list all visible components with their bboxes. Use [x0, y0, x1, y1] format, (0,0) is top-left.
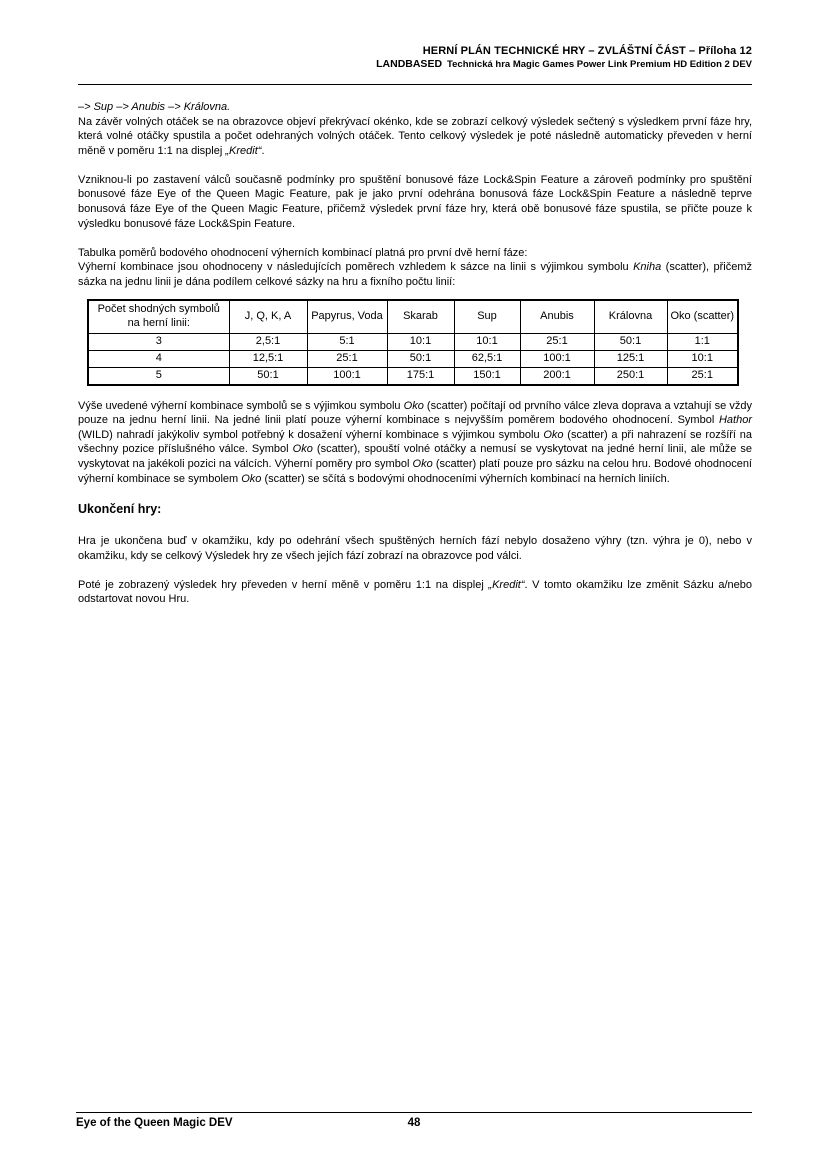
payout-table: [87, 299, 739, 386]
table-cell: 10:1: [454, 333, 520, 350]
table-cell: 4: [88, 350, 229, 367]
document-footer: [76, 1112, 752, 1130]
table-header-cell: Královna: [594, 300, 667, 334]
paragraph-bonus-order: Vzniknou-li po zastavení válců současně podmínky pro spuštění bonusové fáze Lock&Spin Feature a zároveň podmínky pro spuštění bonusové fáze Eye of the Queen Magic Feature, pak je jako první odehrána bonusová fáze Lock&Spin Feature a následně teprve bonusová fáze Eye of the Queen Magic Feature, přičemž výsledek první fáze hry, která obě bonusové fáze spustila, se přičte pouze k výsledku bonusové fáze Lock&Spin Feature.: [78, 173, 752, 230]
table-header-cell: Skarab: [387, 300, 454, 334]
table-cell: 62,5:1: [454, 350, 520, 367]
table-header-cell: Sup: [454, 300, 520, 334]
table-header-cell: Oko (scatter): [667, 300, 738, 334]
header-subtitle-text: Technická hra Magic Games Power Link Premium HD Edition 2 DEV: [447, 59, 752, 70]
table-cell: 3: [88, 333, 229, 350]
table-row: [88, 350, 738, 367]
paragraph-winning-rules: Výše uvedené výherní kombinace symbolů se s výjimkou symbolu Oko (scatter) počítají od prvního válce zleva doprava a vztahují se vždy pouze na jednu herní linii. Na jedné linii platí pouze výherní kombinace s nejvyšším poměrem bodového ohodnocení. Symbol Hathor (WILD) nahradí jakýkoliv symbol potřebný k dosažení výherní kombinace s výjimkou symbolu Oko (scatter) a při nahrazení se rozšíří na všechny pozice příslušného válce. Symbol Oko (scatter), spouští volné otáčky a nemusí se vyskytovat na jedné herní linii, ale může se vyskytovat na jakékoli pozici na válcích. Výherní poměry pro symbol Oko (scatter) platí pouze pro sázku na celou hru. Bodové ohodnocení výherní kombinace se symbolem Oko (scatter) se sčítá s bodovými ohodnoceními výherních kombinací na herních liniích.: [78, 399, 753, 485]
header-subtitle-prefix: LANDBASED: [376, 58, 443, 70]
page-number: 48: [407, 1117, 421, 1129]
table-cell: 100:1: [520, 350, 594, 367]
table-cell: 1:1: [667, 333, 738, 350]
table-header-cell: J, Q, K, A: [229, 300, 307, 334]
paragraph-free-spins-result: Na závěr volných otáček se na obrazovce objeví překrývací okénko, kde se zobrazí celkový výsledek sečtený s výsledkem první fáze hry, která volné otáčky spustila a počet odehraných volných otáček. Tento celkový výsledek je poté následně automaticky převeden v herní měně v poměru 1:1 na displej „Kredit“.: [78, 115, 752, 157]
paragraph-game-end: Hra je ukončena buď v okamžiku, kdy po odehrání všech spuštěných herních fází nebylo dosaženo výhry (tzn. výhra je 0), nebo v okamžiku, kdy se celkový Výsledek hry ze všech jejích fází zobrazí na obrazovce pod válci.: [78, 535, 752, 562]
table-cell: 50:1: [594, 333, 667, 350]
table-header-cell: Počet shodných symbolů na herní linii:: [88, 300, 229, 334]
footer-game-title: Eye of the Queen Magic DEV: [76, 1117, 233, 1129]
table-cell: 200:1: [520, 367, 594, 385]
paragraph-table-intro: Výherní kombinace jsou ohodnoceny v následujících poměrech vzhledem k sázce na linii s výjimkou symbolu Kniha (scatter), přičemž sázka na jednu linii je dána podílem celkové sázky na hru a fixního počtu linií:: [78, 261, 752, 288]
table-cell: 25:1: [667, 367, 738, 385]
table-cell: 10:1: [387, 333, 454, 350]
table-header-cell: Papyrus, Voda: [307, 300, 387, 334]
table-cell: 50:1: [387, 350, 454, 367]
section-heading-game-end: Ukončení hry:: [78, 502, 162, 517]
table-row: [88, 367, 738, 385]
header-divider: [78, 84, 752, 85]
table-cell: 175:1: [387, 367, 454, 385]
document-header: [78, 44, 752, 71]
table-cell: 25:1: [520, 333, 594, 350]
header-title: HERNÍ PLÁN TECHNICKÉ HRY – ZVLÁŠTNÍ ČÁST – Příloha 12: [422, 45, 752, 57]
paragraph-credit-conversion: Poté je zobrazený výsledek hry převeden v herní měně v poměru 1:1 na displej „Kredit“. V tomto okamžiku lze změnit Sázku a/nebo odstartovat novou Hru.: [78, 578, 752, 606]
paragraph-table-caption: Tabulka poměrů bodového ohodnocení výherních kombinací platná pro první dvě herní fáze:: [78, 246, 528, 259]
table-header-cell: Anubis: [520, 300, 594, 334]
table-cell: 10:1: [667, 350, 738, 367]
symbol-order-line: –> Sup –> Anubis –> Královna.: [78, 101, 231, 113]
table-cell: 5: [88, 367, 229, 385]
table-cell: 250:1: [594, 367, 667, 385]
table-cell: 25:1: [307, 350, 387, 367]
table-cell: 150:1: [454, 367, 520, 385]
table-cell: 12,5:1: [229, 350, 307, 367]
table-header-row: [88, 300, 738, 334]
table-row: [88, 333, 738, 350]
header-subtitle: [78, 58, 752, 71]
table-cell: 100:1: [307, 367, 387, 385]
table-cell: 5:1: [307, 333, 387, 350]
table-cell: 125:1: [594, 350, 667, 367]
table-cell: 2,5:1: [229, 333, 307, 350]
table-cell: 50:1: [229, 367, 307, 385]
